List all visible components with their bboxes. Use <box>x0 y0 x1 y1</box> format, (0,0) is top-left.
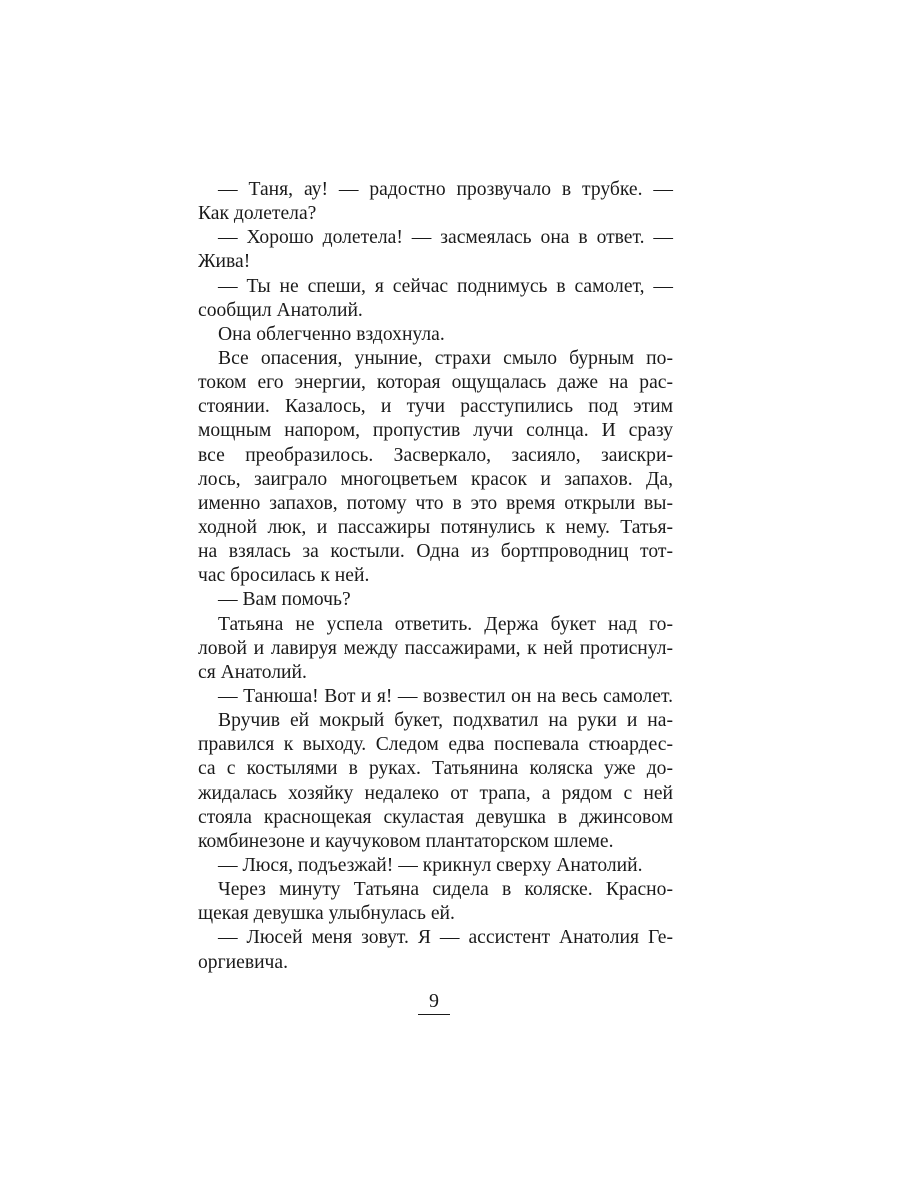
text-line: током его энергии, которая ощущалась даже на рас- <box>198 372 673 394</box>
text-line: комбинезоне и каучуковом плантаторском шлеме. <box>198 830 614 852</box>
text-line: — Люсей меня зовут. Я — ассистент Анатолия Ге- <box>218 927 673 949</box>
text-line: Через минуту Татьяна сидела в коляске. Красно- <box>218 879 673 901</box>
text-line: Она облегченно вздохнула. <box>218 323 445 345</box>
text-line: на взялась за костыли. Одна из бортпроводниц тот- <box>198 541 673 563</box>
text-line: именно запахов, потому что в это время открыли вы- <box>198 492 673 514</box>
text-line: ся Анатолий. <box>198 661 307 683</box>
text-line: — Вам помочь? <box>218 589 351 611</box>
text-line: лось, заиграло многоцветьем красок и запахов. Да, <box>198 468 673 490</box>
page-number: 9 <box>429 990 439 1012</box>
page-number-underline <box>418 1014 450 1015</box>
text-line: ходной люк, и пассажиры потянулись к нему. Татья- <box>198 516 673 538</box>
text-line: час бросилась к ней. <box>198 565 370 587</box>
text-line: — Ты не спеши, я сейчас поднимусь в самолет, — <box>218 275 673 297</box>
text-line: са с костылями в руках. Татьянина коляска уже до- <box>198 758 673 780</box>
text-line: сообщил Анатолий. <box>198 299 363 321</box>
text-line: — Таня, ау! — радостно прозвучало в трубке. — <box>218 179 673 200</box>
text-line: оргиевича. <box>198 951 288 973</box>
text-line: правился к выходу. Следом едва поспевала стюардес- <box>198 734 673 756</box>
body-text <box>198 178 673 975</box>
text-line: Все опасения, уныние, страхи смыло бурным по- <box>218 347 673 369</box>
text-line: все преобразилось. Засверкало, засияло, заискри- <box>198 444 673 466</box>
text-line: Вручив ей мокрый букет, подхватил на руки и на- <box>218 710 673 732</box>
text-line: стояла краснощекая скуластая девушка в джинсовом <box>198 806 673 828</box>
text-line: стоянии. Казалось, и тучи расступились под этим <box>198 396 673 418</box>
text-line: жидалась хозяйку недалеко от трапа, а рядом с ней <box>198 782 673 804</box>
text-line: — Танюша! Вот и я! — возвестил он на весь самолет. <box>218 685 673 707</box>
text-line: ловой и лавируя между пассажирами, к ней протиснул- <box>198 637 673 659</box>
text-line: Татьяна не успела ответить. Держа букет над го- <box>218 613 673 635</box>
text-line: — Люся, подъезжай! — крикнул сверху Анатолий. <box>218 854 643 876</box>
text-line: — Хорошо долетела! — засмеялась она в ответ. — <box>218 227 673 249</box>
text-line: Как долетела? <box>198 203 317 225</box>
text-line: Жива! <box>198 251 251 273</box>
text-line: щекая девушка улыбнулась ей. <box>198 903 455 925</box>
text-line: мощным напором, пропустив лучи солнца. И сразу <box>198 420 673 442</box>
